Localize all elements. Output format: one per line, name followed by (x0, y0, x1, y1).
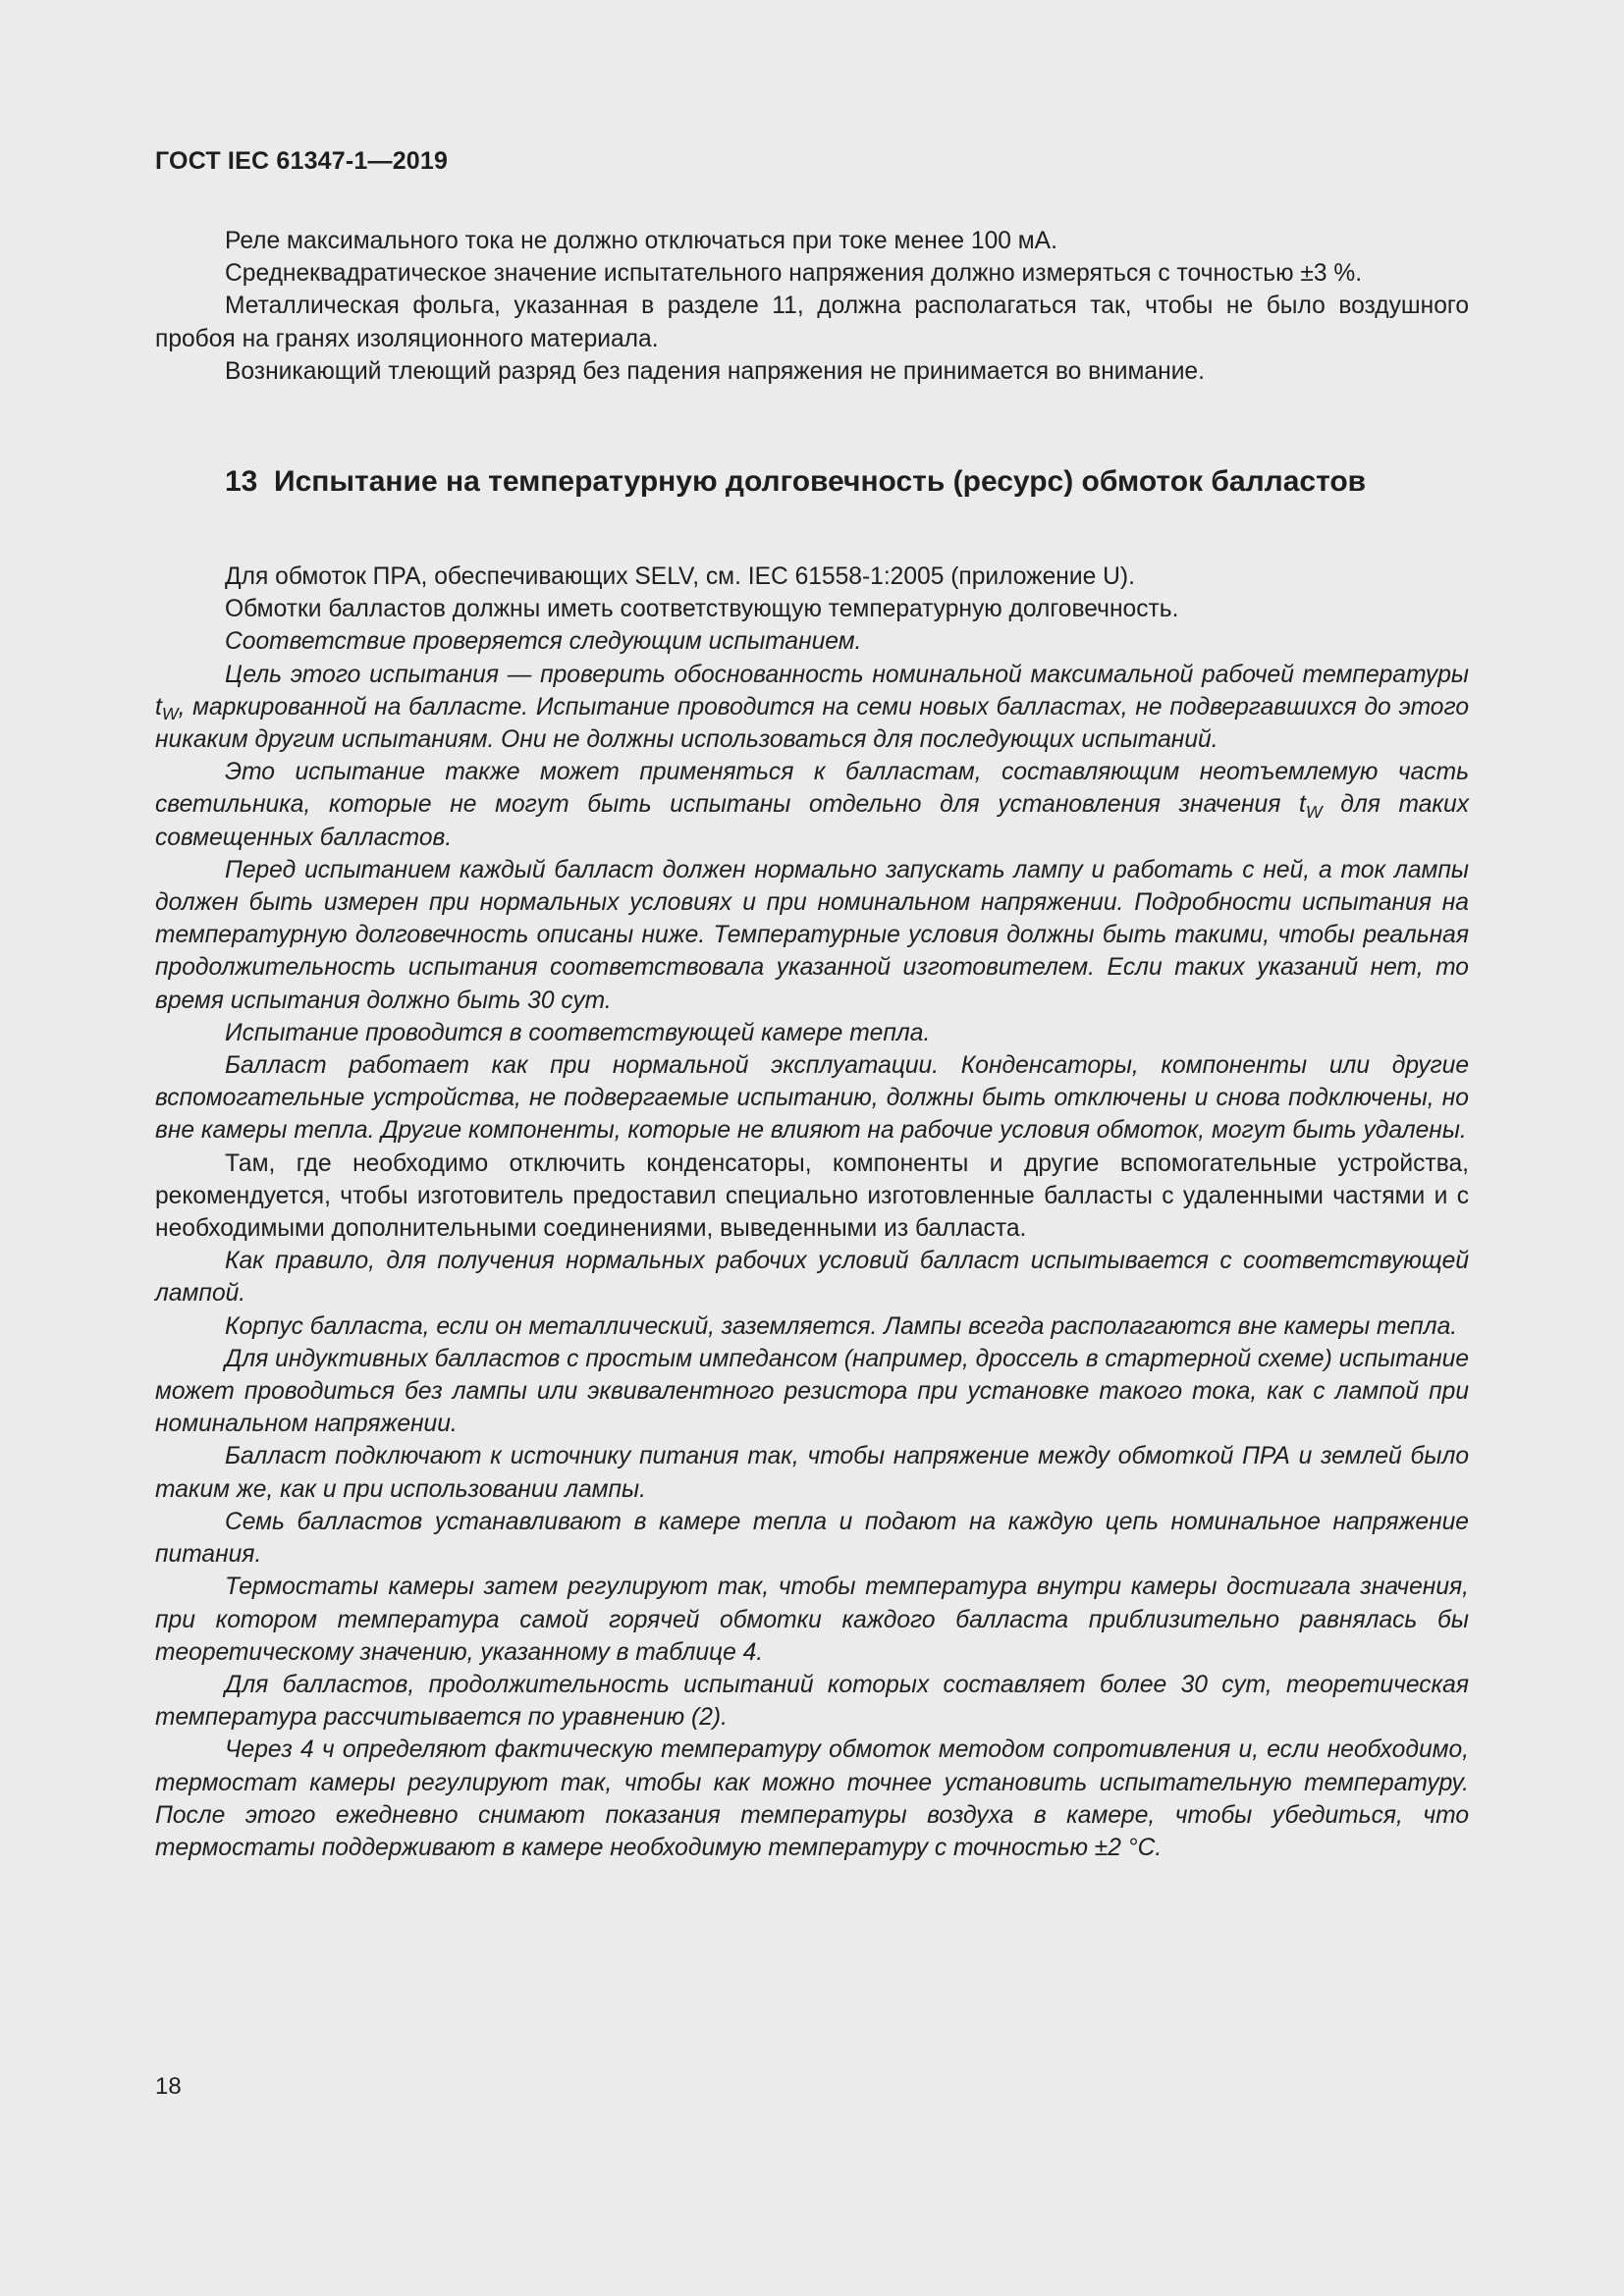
paragraph-text: Это испытание также может применяться к балластам, составляющим неотъемлемую часть светильника, которые не могут быть испытаны отдельно для установления значения t (155, 759, 1469, 819)
paragraph: Перед испытанием каждый балласт должен нормально запускать лампу и работать с ней, а ток лампы должен быть измерен при нормальных условиях и при номинальном напряжении. Подробности испытания на температурную долговечность описаны ниже. Температурные условия должны быть такими, чтобы реальная продолжительность испытания соответствовала указанной изготовителем. Если таких указаний нет, то время испытания должно быть 30 сут. (155, 856, 1469, 1014)
paragraph: Возникающий тлеющий разряд без падения напряжения не принимается во внимание. (225, 357, 1205, 385)
paragraph: Как правило, для получения нормальных рабочих условий балласт испытывается с соответствующей лампой. (155, 1248, 1469, 1308)
paragraph-text: Цель этого испытания — проверить обоснованность номинальной максимальной рабочей температуры t (155, 661, 1469, 721)
paragraph: Обмотки балластов должны иметь соответствующую температурную долговечность. (225, 596, 1179, 623)
paragraph: Для балластов, продолжительность испытаний которых составляет более 30 сут, теоретическая температура рассчитывается по уравнению (2). (155, 1671, 1469, 1732)
paragraph: Среднеквадратическое значение испытательного напряжения должно измеряться с точностью ±3 %. (225, 260, 1363, 288)
paragraph: Металлическая фольга, указанная в разделе 11, должна располагаться так, чтобы не было воздушного пробоя на гранях изоляционного материала. (155, 293, 1469, 352)
paragraph: Семь балластов устанавливают в камере тепла и подают на каждую цепь номинальное напряжение питания. (155, 1508, 1469, 1569)
paragraph-text: для таких совмещенных балластов. (155, 791, 1469, 851)
section-text-block (155, 561, 1469, 1864)
paragraph: Термостаты камеры затем регулируют так, чтобы температура внутри камеры достигала значения, при котором температура самой горячей обмотки каждого балласта приблизительно равнялась бы теоретическому значению, указанному в таблице 4. (155, 1574, 1469, 1666)
section-title: Испытание на температурную долговечность (ресурс) обмоток балластов (274, 465, 1367, 498)
paragraph-text: , маркированной на балласте. Испытание проводится на семи новых балластах, не подвергавшихся до этого никаким другим испытаниям. Они не должны использоваться для последующих испытаний. (155, 693, 1469, 754)
page-number: 18 (155, 2073, 182, 2100)
subscript: W (161, 704, 179, 724)
paragraph: Там, где необходимо отключить конденсаторы, компоненты и другие вспомогательные устройства, рекомендуется, чтобы изготовитель предоставил специально изготовленные балласты с удаленными частями и с необходимыми дополнительными соединениями, выведенными из балласта. (155, 1149, 1469, 1243)
section-number: 13 (225, 465, 258, 498)
paragraph: Через 4 ч определяют фактическую температуру обмоток методом сопротивления и, если необходимо, термостат камеры регулируют так, чтобы как можно точнее установить испытательную температуру. После этого ежедневно снимают показания температуры воздуха в камере, чтобы убедиться, что термостаты поддерживают в камере необходимую температуру с точностью ±2 °С. (155, 1736, 1469, 1861)
paragraph: Балласт работает как при нормальной эксплуатации. Конденсаторы, компоненты или другие вспомогательные устройства, не подвергаемые испытанию, должны быть отключены и снова подключены, но вне камеры тепла. Другие компоненты, которые не влияют на рабочие условия обмоток, могут быть удалены. (155, 1052, 1469, 1145)
paragraph (155, 756, 1469, 854)
subscript: W (1305, 802, 1323, 823)
running-header: ГОСТ IEC 61347-1—2019 (155, 147, 449, 175)
section-heading (225, 463, 1403, 500)
paragraph: Корпус балласта, если он металлический, заземляется. Лампы всегда располагаются вне камеры тепла. (225, 1312, 1458, 1340)
paragraph: Балласт подключают к источнику питания так, чтобы напряжение между обмоткой ПРА и землей было таким же, как и при использовании лампы. (155, 1443, 1469, 1503)
paragraph: Для индуктивных балластов с простым импедансом (например, дроссель в стартерной схеме) испытание может проводиться без лампы или эквивалентного резистора при установке такого тока, как с лампой при номинальном напряжении. (155, 1345, 1469, 1438)
paragraph (155, 659, 1469, 757)
intro-text-block (155, 225, 1469, 388)
paragraph: Соответствие проверяется следующим испытанием. (225, 628, 862, 656)
paragraph: Испытание проводится в соответствующей камере тепла. (225, 1019, 931, 1046)
paragraph: Для обмоток ПРА, обеспечивающих SELV, см. IEC 61558-1:2005 (приложение U). (225, 563, 1135, 590)
paragraph: Реле максимального тока не должно отключаться при токе менее 100 мА. (225, 228, 1057, 254)
